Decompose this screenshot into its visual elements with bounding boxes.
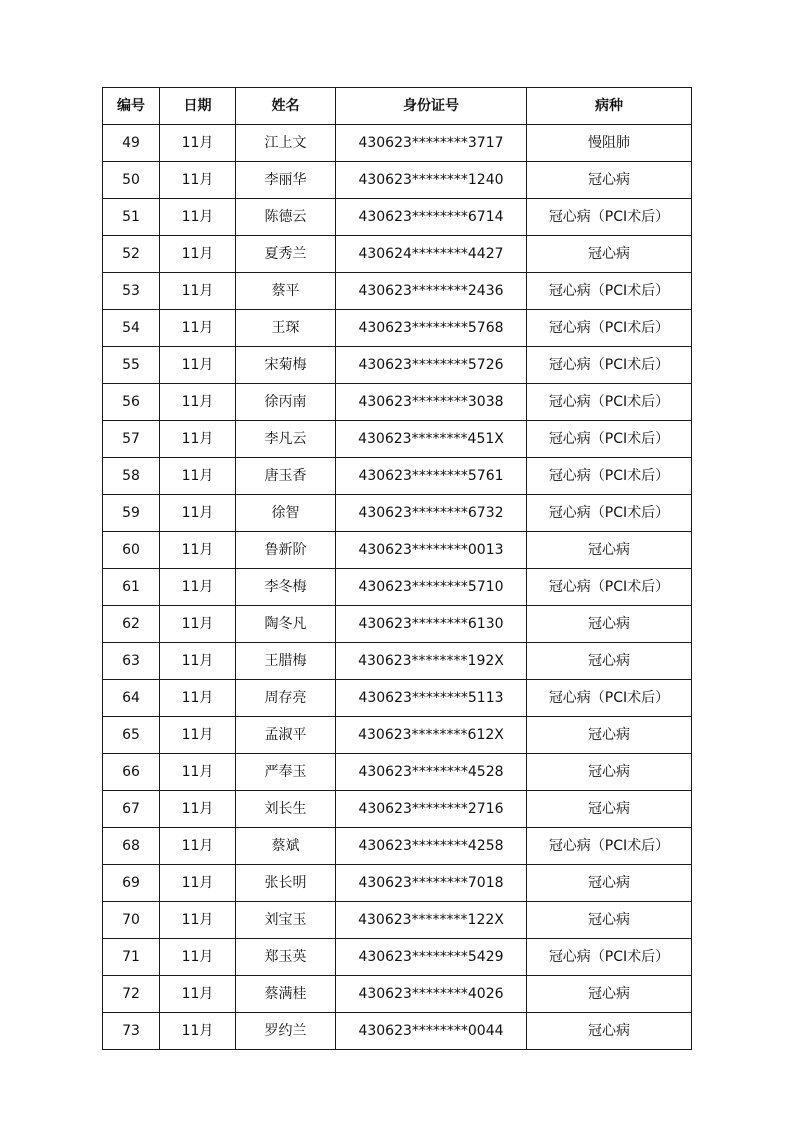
cell-date: 11月 <box>160 717 236 754</box>
cell-number: 50 <box>103 162 160 199</box>
cell-date: 11月 <box>160 680 236 717</box>
cell-id-number: 430623********612X <box>336 717 527 754</box>
cell-name: 鲁新阶 <box>236 532 336 569</box>
cell-date: 11月 <box>160 1013 236 1050</box>
cell-date: 11月 <box>160 976 236 1013</box>
cell-disease: 冠心病（PCI术后） <box>527 569 692 606</box>
cell-id-number: 430623********6732 <box>336 495 527 532</box>
cell-number: 64 <box>103 680 160 717</box>
cell-disease: 冠心病 <box>527 643 692 680</box>
cell-date: 11月 <box>160 384 236 421</box>
cell-number: 73 <box>103 1013 160 1050</box>
table-row <box>103 643 692 680</box>
cell-date: 11月 <box>160 495 236 532</box>
table-row <box>103 273 692 310</box>
cell-number: 68 <box>103 828 160 865</box>
cell-id-number: 430623********7018 <box>336 865 527 902</box>
cell-number: 72 <box>103 976 160 1013</box>
table-row <box>103 939 692 976</box>
cell-date: 11月 <box>160 458 236 495</box>
cell-id-number: 430623********4026 <box>336 976 527 1013</box>
cell-date: 11月 <box>160 310 236 347</box>
cell-disease: 冠心病 <box>527 606 692 643</box>
cell-disease: 冠心病（PCI术后） <box>527 199 692 236</box>
table-row <box>103 828 692 865</box>
table-row <box>103 125 692 162</box>
cell-name: 徐丙南 <box>236 384 336 421</box>
cell-disease: 冠心病（PCI术后） <box>527 495 692 532</box>
header-date: 日期 <box>160 88 236 125</box>
table-row <box>103 421 692 458</box>
table-row <box>103 754 692 791</box>
cell-disease: 冠心病 <box>527 754 692 791</box>
cell-id-number: 430624********4427 <box>336 236 527 273</box>
table-row <box>103 310 692 347</box>
cell-id-number: 430623********1240 <box>336 162 527 199</box>
cell-name: 周存亮 <box>236 680 336 717</box>
cell-date: 11月 <box>160 421 236 458</box>
cell-name: 刘宝玉 <box>236 902 336 939</box>
table-row <box>103 606 692 643</box>
cell-disease: 冠心病 <box>527 1013 692 1050</box>
table-row <box>103 976 692 1013</box>
cell-disease: 冠心病（PCI术后） <box>527 421 692 458</box>
cell-disease: 冠心病（PCI术后） <box>527 347 692 384</box>
cell-number: 61 <box>103 569 160 606</box>
cell-id-number: 430623********5761 <box>336 458 527 495</box>
cell-number: 62 <box>103 606 160 643</box>
cell-date: 11月 <box>160 865 236 902</box>
cell-id-number: 430623********2716 <box>336 791 527 828</box>
header-disease: 病种 <box>527 88 692 125</box>
cell-disease: 冠心病 <box>527 902 692 939</box>
cell-number: 57 <box>103 421 160 458</box>
cell-name: 李丽华 <box>236 162 336 199</box>
table-row <box>103 495 692 532</box>
table-row <box>103 384 692 421</box>
cell-number: 53 <box>103 273 160 310</box>
cell-name: 张长明 <box>236 865 336 902</box>
cell-disease: 冠心病（PCI术后） <box>527 273 692 310</box>
cell-disease: 冠心病（PCI术后） <box>527 458 692 495</box>
table-row <box>103 865 692 902</box>
cell-disease: 冠心病（PCI术后） <box>527 384 692 421</box>
cell-disease: 冠心病（PCI术后） <box>527 828 692 865</box>
cell-date: 11月 <box>160 606 236 643</box>
cell-date: 11月 <box>160 939 236 976</box>
cell-disease: 冠心病 <box>527 976 692 1013</box>
table-row <box>103 791 692 828</box>
cell-number: 58 <box>103 458 160 495</box>
cell-id-number: 430623********5710 <box>336 569 527 606</box>
cell-name: 徐智 <box>236 495 336 532</box>
cell-id-number: 430623********6714 <box>336 199 527 236</box>
cell-disease: 冠心病 <box>527 717 692 754</box>
cell-name: 陈德云 <box>236 199 336 236</box>
cell-name: 蔡满桂 <box>236 976 336 1013</box>
cell-number: 65 <box>103 717 160 754</box>
cell-disease: 冠心病（PCI术后） <box>527 680 692 717</box>
table-row <box>103 717 692 754</box>
cell-id-number: 430623********5113 <box>336 680 527 717</box>
cell-name: 郑玉英 <box>236 939 336 976</box>
cell-date: 11月 <box>160 199 236 236</box>
table-row <box>103 236 692 273</box>
cell-id-number: 430623********0013 <box>336 532 527 569</box>
cell-name: 江上文 <box>236 125 336 162</box>
cell-id-number: 430623********6130 <box>336 606 527 643</box>
cell-name: 蔡平 <box>236 273 336 310</box>
table-row <box>103 532 692 569</box>
cell-id-number: 430623********4258 <box>336 828 527 865</box>
cell-name: 李凡云 <box>236 421 336 458</box>
cell-number: 67 <box>103 791 160 828</box>
table-row <box>103 680 692 717</box>
cell-name: 李冬梅 <box>236 569 336 606</box>
table-row <box>103 162 692 199</box>
cell-number: 70 <box>103 902 160 939</box>
cell-id-number: 430623********2436 <box>336 273 527 310</box>
cell-name: 蔡斌 <box>236 828 336 865</box>
cell-date: 11月 <box>160 754 236 791</box>
cell-date: 11月 <box>160 236 236 273</box>
cell-id-number: 430623********451X <box>336 421 527 458</box>
cell-name: 严奉玉 <box>236 754 336 791</box>
cell-disease: 冠心病 <box>527 162 692 199</box>
cell-number: 56 <box>103 384 160 421</box>
table-row <box>103 458 692 495</box>
header-name: 姓名 <box>236 88 336 125</box>
cell-date: 11月 <box>160 791 236 828</box>
cell-date: 11月 <box>160 828 236 865</box>
cell-name: 王琛 <box>236 310 336 347</box>
cell-disease: 慢阻肺 <box>527 125 692 162</box>
table-header-row <box>103 88 692 125</box>
cell-id-number: 430623********4528 <box>336 754 527 791</box>
cell-number: 55 <box>103 347 160 384</box>
cell-number: 63 <box>103 643 160 680</box>
cell-name: 夏秀兰 <box>236 236 336 273</box>
table-row <box>103 347 692 384</box>
cell-number: 60 <box>103 532 160 569</box>
cell-date: 11月 <box>160 347 236 384</box>
cell-name: 罗约兰 <box>236 1013 336 1050</box>
cell-date: 11月 <box>160 532 236 569</box>
cell-disease: 冠心病 <box>527 236 692 273</box>
header-id-number: 身份证号 <box>336 88 527 125</box>
cell-id-number: 430623********5768 <box>336 310 527 347</box>
table-row <box>103 1013 692 1050</box>
table-body <box>103 125 692 1050</box>
cell-name: 刘长生 <box>236 791 336 828</box>
cell-name: 王腊梅 <box>236 643 336 680</box>
cell-disease: 冠心病（PCI术后） <box>527 939 692 976</box>
cell-number: 51 <box>103 199 160 236</box>
cell-number: 71 <box>103 939 160 976</box>
cell-disease: 冠心病（PCI术后） <box>527 310 692 347</box>
table-row <box>103 902 692 939</box>
cell-date: 11月 <box>160 902 236 939</box>
table-row <box>103 569 692 606</box>
cell-id-number: 430623********3717 <box>336 125 527 162</box>
header-number: 编号 <box>103 88 160 125</box>
cell-id-number: 430623********0044 <box>336 1013 527 1050</box>
cell-disease: 冠心病 <box>527 532 692 569</box>
cell-name: 宋菊梅 <box>236 347 336 384</box>
patient-roster-table <box>102 87 692 1050</box>
cell-id-number: 430623********122X <box>336 902 527 939</box>
table-row <box>103 199 692 236</box>
cell-id-number: 430623********192X <box>336 643 527 680</box>
cell-name: 孟淑平 <box>236 717 336 754</box>
cell-name: 陶冬凡 <box>236 606 336 643</box>
cell-number: 69 <box>103 865 160 902</box>
cell-id-number: 430623********5429 <box>336 939 527 976</box>
cell-date: 11月 <box>160 569 236 606</box>
cell-number: 49 <box>103 125 160 162</box>
cell-disease: 冠心病 <box>527 791 692 828</box>
cell-number: 54 <box>103 310 160 347</box>
cell-number: 52 <box>103 236 160 273</box>
cell-id-number: 430623********3038 <box>336 384 527 421</box>
cell-id-number: 430623********5726 <box>336 347 527 384</box>
cell-date: 11月 <box>160 125 236 162</box>
cell-name: 唐玉香 <box>236 458 336 495</box>
cell-date: 11月 <box>160 273 236 310</box>
cell-disease: 冠心病 <box>527 865 692 902</box>
cell-number: 59 <box>103 495 160 532</box>
cell-number: 66 <box>103 754 160 791</box>
cell-date: 11月 <box>160 162 236 199</box>
cell-date: 11月 <box>160 643 236 680</box>
